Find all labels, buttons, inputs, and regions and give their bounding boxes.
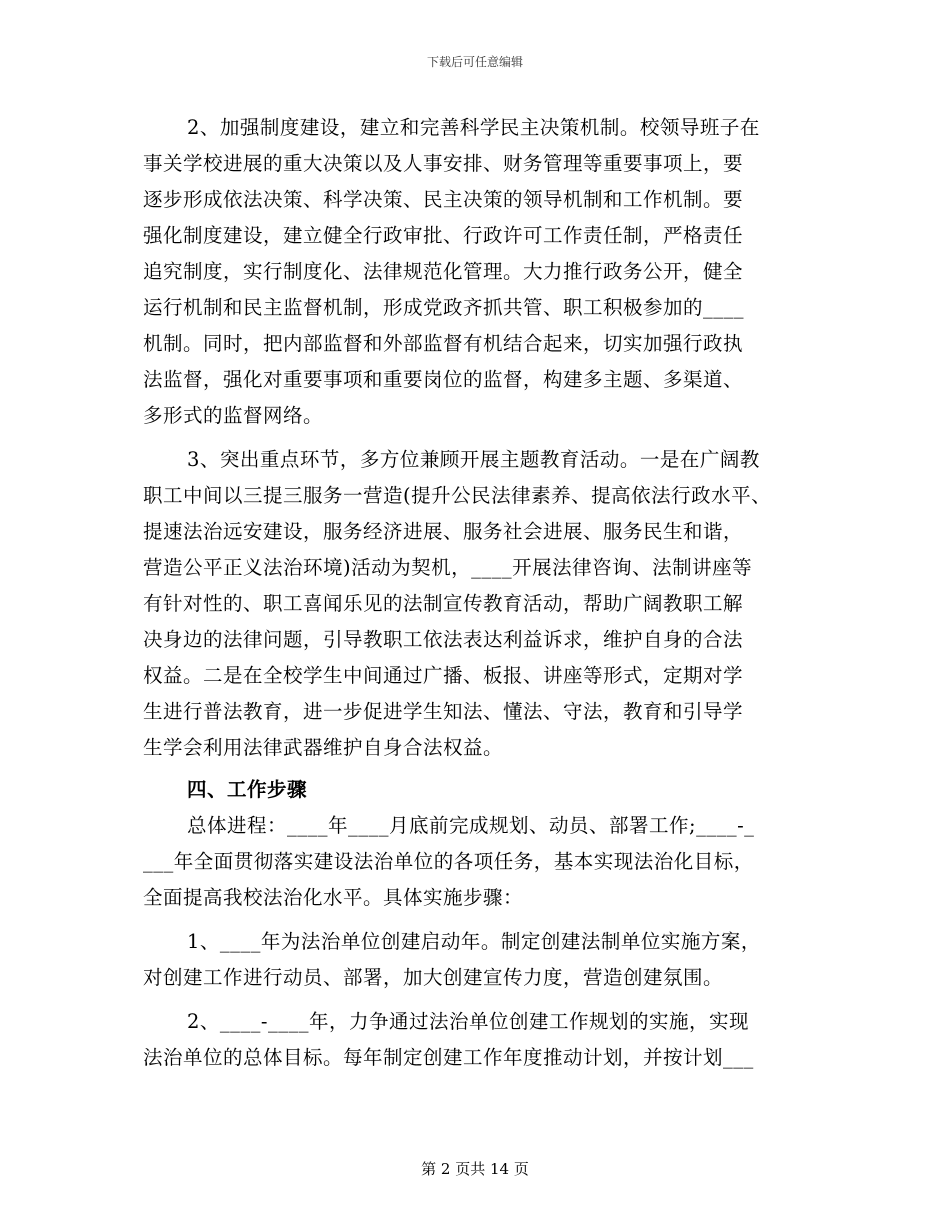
paragraph-step-1 — [143, 924, 823, 996]
text-line: 逐步形成依法决策、科学决策、民主决策的领导机制和工作机制。要 — [143, 188, 744, 211]
text-line: 2、____-____年，力争通过法治单位创建工作规划的实施，实现 — [187, 1010, 749, 1033]
text-line: 机制。同时，把内部监督和外部监督有机结合起来，切实加强行政执 — [143, 332, 744, 355]
text-line: 运行机制和民主监督机制，形成党政齐抓共管、职工积极参加的____ — [143, 296, 745, 319]
paragraph-overall-progress — [143, 808, 823, 916]
text-line: 生进行普法教育，进一步促进学生知法、懂法、守法，教育和引导学 — [143, 700, 744, 723]
text-line: 法治单位的总体目标。每年制定创建工作年度推动计划，并按计划___ — [143, 1046, 754, 1069]
text-line: 权益。二是在全校学生中间通过广播、板报、讲座等形式，定期对学 — [143, 664, 744, 687]
text-line: 强化制度建设，建立健全行政审批、行政许可工作责任制，严格责任 — [143, 224, 744, 247]
text-line: 2、加强制度建设，建立和完善科学民主决策机制。校领导班子在 — [187, 116, 760, 139]
page-footer: 第 2 页共 14 页 — [421, 1160, 529, 1178]
text-line: 职工中间以三提三服务一营造(提升公民法律素养、提高依法行政水平、 — [143, 484, 772, 507]
text-line: 法监督，强化对重要事项和重要岗位的监督，构建多主题、多渠道、 — [143, 368, 744, 391]
text-line: 追究制度，实行制度化、法律规范化管理。大力推行政务公开，健全 — [143, 260, 744, 283]
text-line: 生学会利用法律武器维护自身合法权益。 — [143, 736, 504, 759]
text-line: 事关学校进展的重大决策以及人事安排、财务管理等重要事项上，要 — [143, 152, 744, 175]
text-line: 有针对性的、职工喜闻乐见的法制宣传教育活动，帮助广阔教职工解 — [143, 592, 744, 615]
text-line: 营造公平正义法治环境)活动为契机，____开展法律咨询、法制讲座等 — [143, 556, 753, 579]
text-line: 决身边的法律问题，引导教职工依法表达利益诉求，维护自身的合法 — [143, 628, 744, 651]
text-line: 全面提高我校法治化水平。具体实施步骤： — [143, 886, 524, 909]
section-heading: 四、工作步骤 — [187, 778, 308, 801]
paragraph-step-2 — [143, 1004, 823, 1076]
text-line: 提速法治远安建设，服务经济进展、服务社会进展、服务民生和谐， — [143, 520, 744, 543]
document-body — [143, 110, 823, 1076]
text-line: ___年全面贯彻落实建设法治单位的各项任务，基本实现法治化目标， — [143, 850, 754, 873]
text-line: 对创建工作进行动员、部署，加大创建宣传力度，营造创建氛围。 — [143, 966, 724, 989]
paragraph-3 — [143, 442, 823, 766]
page-header: 下载后可任意编辑 — [426, 55, 523, 69]
text-line: 1、____年为法治单位创建启动年。制定创建法制单位实施方案， — [187, 930, 761, 953]
paragraph-2 — [143, 110, 823, 434]
text-line: 多形式的监督网络。 — [143, 404, 324, 427]
text-line: 3、突出重点环节，多方位兼顾开展主题教育活动。一是在广阔教 — [187, 448, 760, 471]
text-line: 总体进程：____年____月底前完成规划、动员、部署工作;____-_ — [187, 814, 755, 837]
